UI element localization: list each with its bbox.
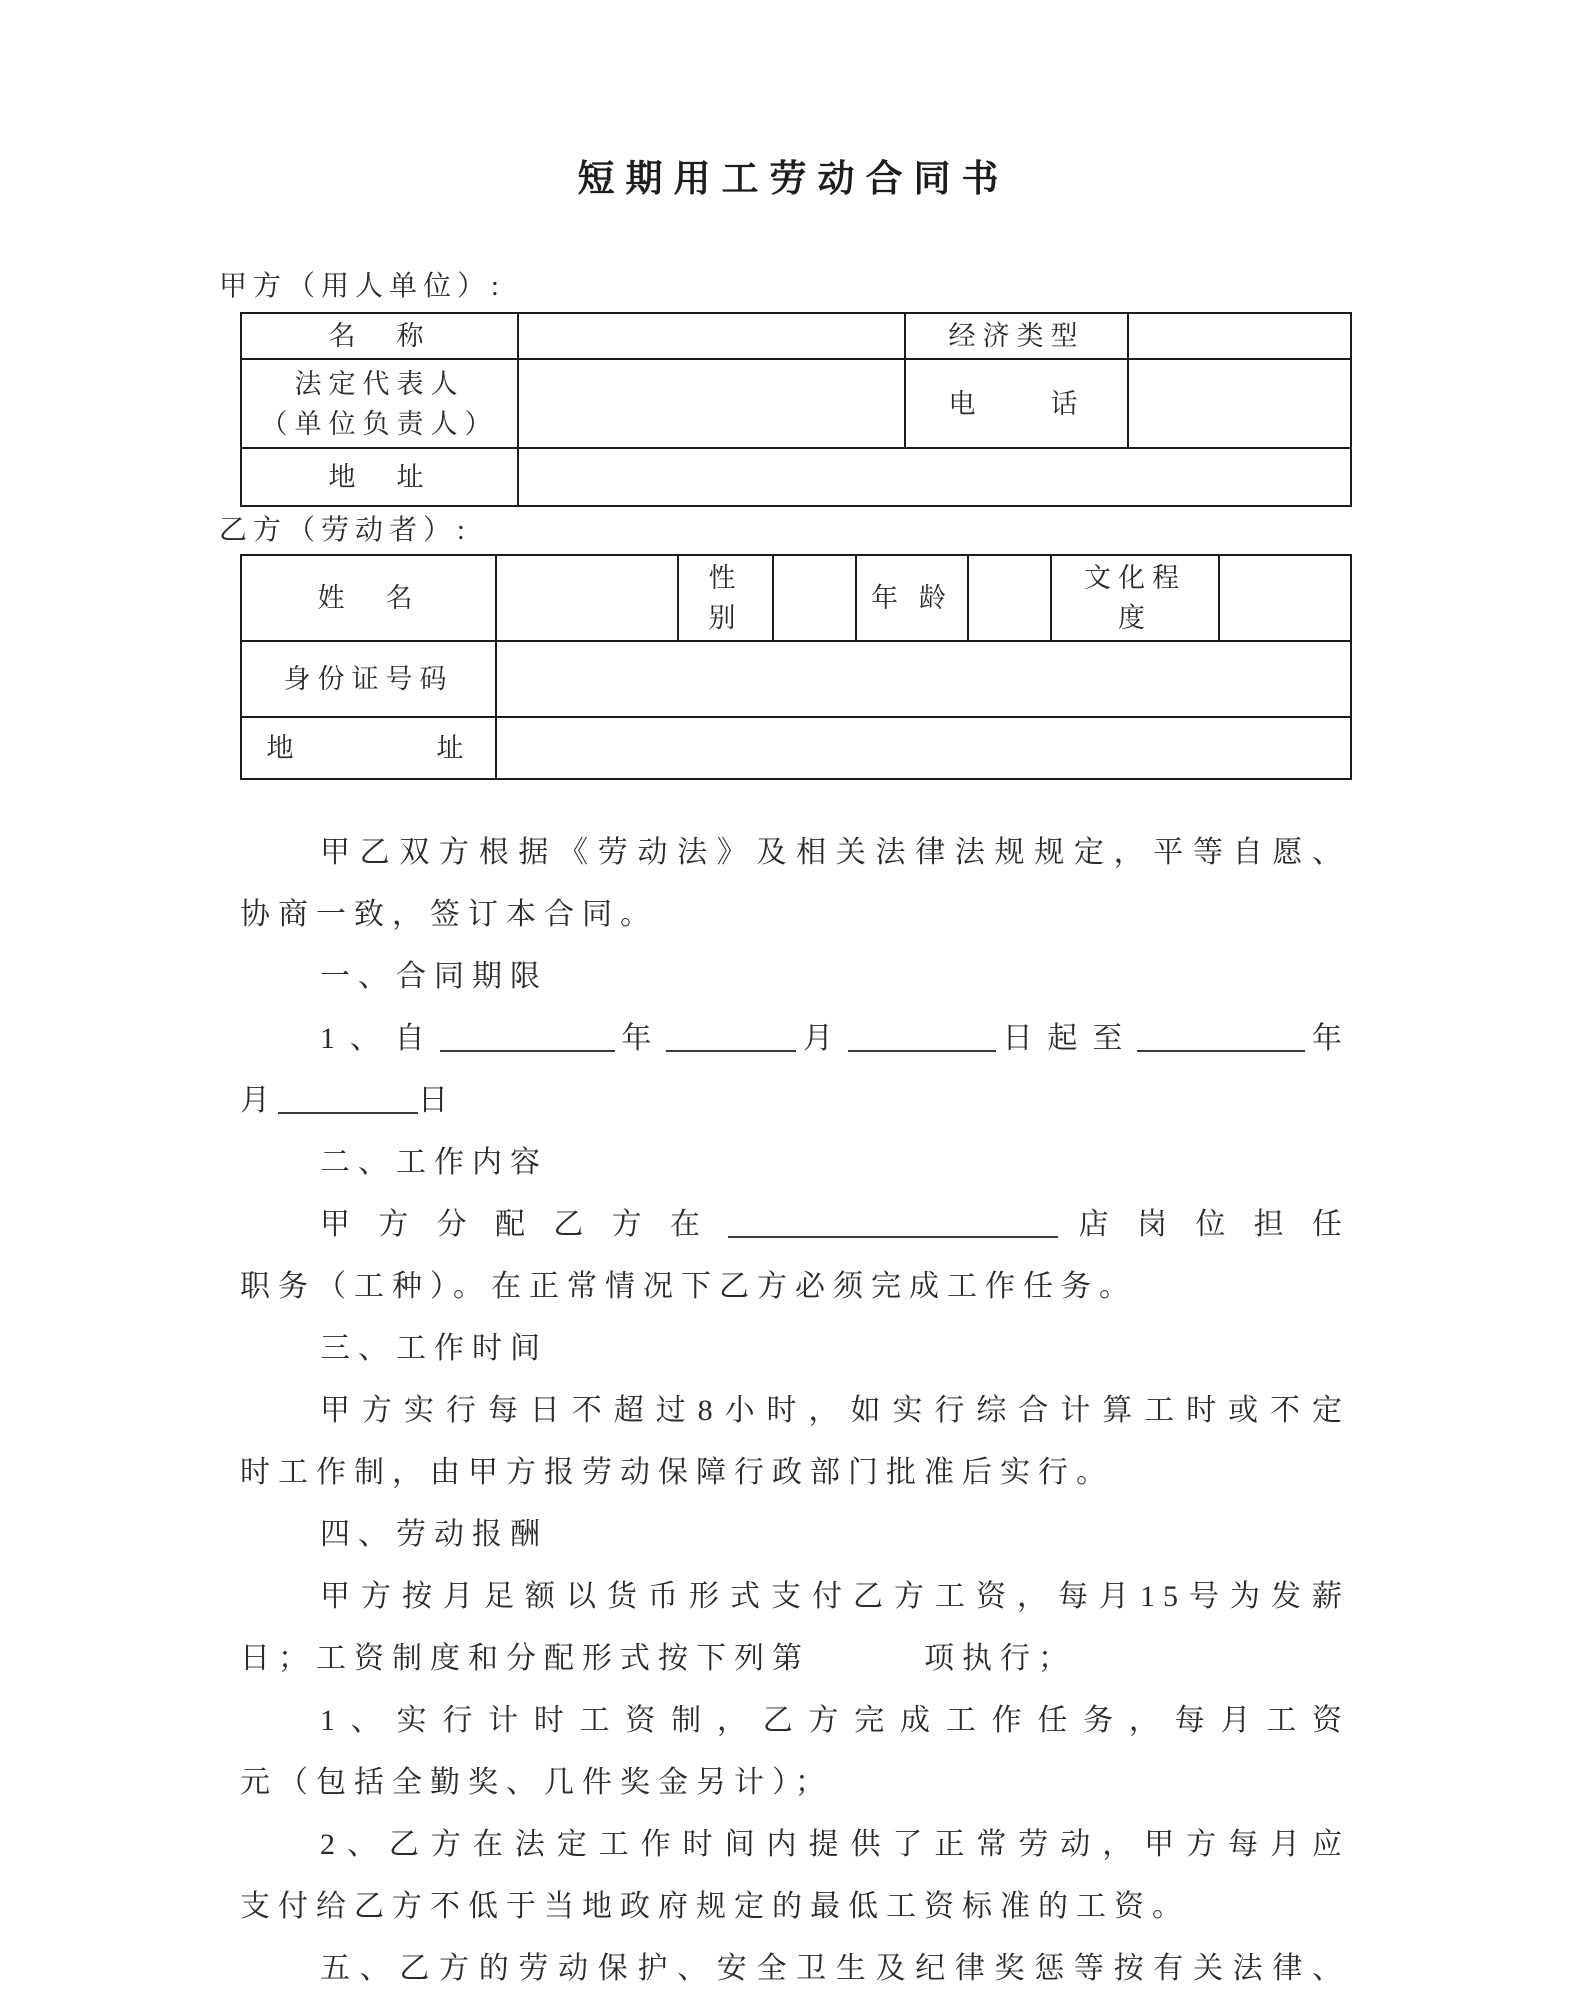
contract-line — [240, 1318, 1350, 1380]
contract-text: 日起至 — [995, 1022, 1138, 1055]
party-a-legal-rep-label — [241, 359, 518, 448]
party-a-legal-rep-label-line1: 法定代表人 — [294, 368, 465, 399]
contract-text: 1、自 — [320, 1022, 440, 1055]
contract-line — [240, 1256, 1350, 1318]
contract-text: 五、乙方的劳动保护、安全卫生及纪律奖惩等按有关法律、 — [320, 1952, 1350, 1985]
contract-line — [240, 1566, 1350, 1628]
contract-line — [240, 1132, 1350, 1194]
party-b-heading: 乙方（劳动者）: — [219, 515, 471, 546]
party-b-id-value-cell — [496, 641, 1351, 717]
contract-text: 1、实行计时工资制，乙方完成工作任务，每月工资 — [320, 1704, 1350, 1737]
contract-line — [240, 1194, 1350, 1256]
party-b-gender-label — [678, 555, 773, 641]
party-b-education-value-cell — [1219, 555, 1351, 641]
blank-underline — [666, 1020, 796, 1052]
contract-body — [240, 822, 1350, 2000]
contract-text: 年 — [1305, 1022, 1351, 1055]
contract-text: 职务（工种）。在正常情况下乙方必须完成工作任务。 — [240, 1270, 1137, 1303]
party-b-table — [240, 554, 1352, 780]
party-b-education-label-line2: 度 — [1118, 603, 1152, 633]
contract-text: 年 — [614, 1022, 667, 1055]
contract-text: 店岗位担任 — [1058, 1208, 1351, 1241]
contract-text: 一、合同期限 — [320, 960, 548, 993]
contract-line — [240, 1442, 1350, 1504]
contract-line — [240, 1070, 1350, 1132]
blank-underline — [728, 1206, 1058, 1238]
party-b-age-value-cell — [968, 555, 1051, 641]
contract-line — [240, 822, 1350, 884]
contract-text: 时工作制，由甲方报劳动保障行政部门批准后实行。 — [240, 1456, 1114, 1489]
party-a-name-value-cell — [518, 313, 905, 359]
contract-text: 2、乙方在法定工作时间内提供了正常劳动，甲方每月应 — [320, 1828, 1350, 1861]
party-b-address-label: 地 址 — [241, 717, 496, 779]
contract-text: 甲方实行每日不超过8小时，如实行综合计算工时或不定 — [320, 1394, 1350, 1427]
contract-line — [240, 1628, 1350, 1690]
contract-line — [240, 1814, 1350, 1876]
contract-text: 四、劳动报酬 — [320, 1518, 548, 1551]
party-b-gender-value-cell — [773, 555, 856, 641]
party-a-legal-rep-value-cell — [518, 359, 905, 448]
party-a-economic-type-value-cell — [1128, 313, 1351, 359]
contract-text: 日 — [418, 1084, 456, 1117]
contract-line — [240, 946, 1350, 1008]
party-a-table — [240, 312, 1352, 507]
blank-underline — [1137, 1020, 1305, 1052]
contract-text: 三、工作时间 — [320, 1332, 548, 1365]
contract-line — [240, 1504, 1350, 1566]
party-b-gender-label-line1: 性 — [708, 563, 743, 593]
contract-text: 协商一致，签订本合同。 — [240, 898, 658, 931]
contract-text: 支付给乙方不低于当地政府规定的最低工资标准的工资。 — [240, 1890, 1190, 1923]
party-a-address-label: 地 址 — [241, 448, 518, 506]
contract-line — [240, 1690, 1350, 1752]
party-b-gender-label-line2: 别 — [708, 603, 743, 633]
contract-line — [240, 884, 1350, 946]
contract-text: 二、工作内容 — [320, 1146, 548, 1179]
party-b-education-label-line1: 文化程 — [1084, 563, 1186, 593]
contract-text: 日；工资制度和分配形式按下列第 项执行； — [240, 1642, 1076, 1675]
contract-line — [240, 1876, 1350, 1938]
party-b-age-label: 年 龄 — [856, 555, 968, 641]
party-a-economic-type-label: 经济类型 — [905, 313, 1128, 359]
party-a-name-label: 名 称 — [241, 313, 518, 359]
contract-line — [240, 1752, 1350, 1814]
contract-text: 月 — [796, 1022, 848, 1055]
contract-line — [240, 1380, 1350, 1442]
party-a-address-value-cell — [518, 448, 1351, 506]
contract-text: 月 — [240, 1084, 278, 1117]
contract-text: 甲方分配乙方在 — [320, 1208, 729, 1241]
party-a-legal-rep-label-line2: （单位负责人） — [260, 408, 499, 439]
contract-line — [240, 1938, 1350, 2000]
party-a-phone-value-cell — [1128, 359, 1351, 448]
party-a-phone-label: 电 话 — [905, 359, 1128, 448]
blank-underline — [278, 1082, 418, 1114]
contract-text: 甲乙双方根据《劳动法》及相关法律法规规定，平等自愿、 — [320, 836, 1350, 869]
party-b-id-label: 身份证号码 — [241, 641, 496, 717]
party-b-address-value-cell — [496, 717, 1351, 779]
party-b-name-value-cell — [496, 555, 678, 641]
blank-underline — [440, 1020, 615, 1052]
blank-underline — [848, 1020, 996, 1052]
contract-text: 甲方按月足额以货币形式支付乙方工资，每月15号为发薪 — [320, 1580, 1350, 1613]
party-b-education-label — [1051, 555, 1219, 641]
page-title: 短期用工劳动合同书 — [577, 159, 1010, 200]
party-a-heading: 甲方（用人单位）: — [219, 271, 505, 302]
contract-line — [240, 1008, 1350, 1070]
contract-text: 元（包括全勤奖、几件奖金另计）； — [240, 1766, 833, 1799]
party-b-name-label: 姓 名 — [241, 555, 496, 641]
